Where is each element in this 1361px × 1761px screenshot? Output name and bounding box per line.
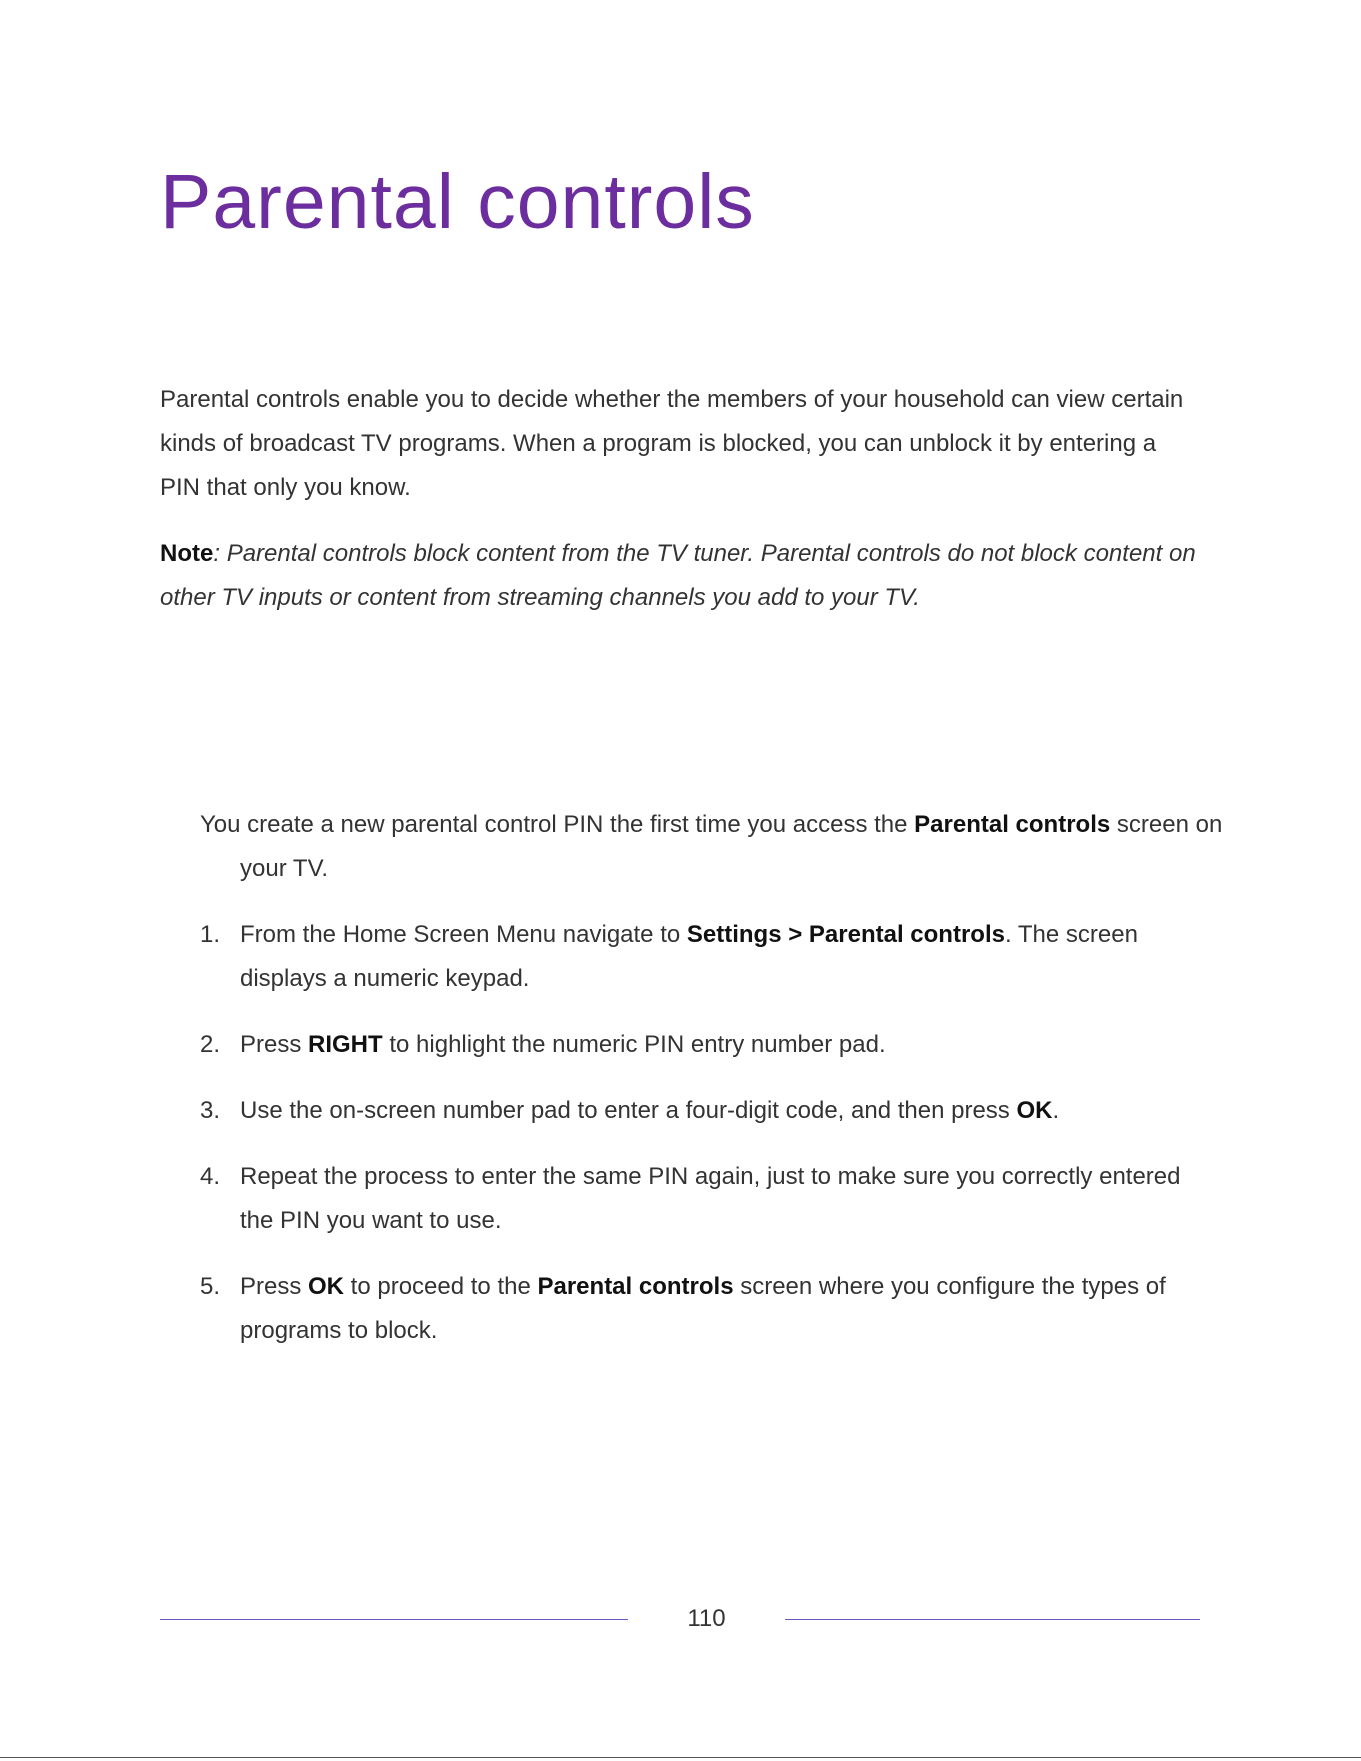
note-paragraph [160,532,1200,620]
footer-rule-right [785,1619,1200,1620]
step-text: . The screen displays a numeric keypad. [240,921,1138,992]
page-title: Parental controls [160,159,755,245]
step-bold: RIGHT [308,1031,383,1058]
step-text: screen where you configure the types of programs to block. [240,1273,1166,1344]
page-number: 110 [687,1605,726,1632]
step-number: 5. [200,1273,221,1300]
step-number: 2. [200,1031,221,1058]
pin-intro-paragraph [200,803,1240,891]
step-text: to highlight the numeric PIN entry number pad. [382,1031,886,1058]
note-label: Note [160,540,214,567]
footer-rule-left [160,1619,628,1620]
step-number: 3. [200,1097,221,1124]
step-text: Repeat the process to enter the same PIN again, just to make sure you correctly entered the PIN you want to use. [240,1163,1181,1234]
step-text: . [1052,1097,1060,1124]
step-bold: Parental controls [537,1273,734,1300]
step-item [200,1265,1200,1353]
step-item [200,1155,1200,1243]
note-text: Parental controls block content from the TV tuner. Parental controls do not block content on other TV inputs or content from streaming channels you add to your TV. [160,540,1196,611]
step-text: to proceed to the [344,1273,538,1300]
step-text: Press [240,1031,309,1058]
step-text: From the Home Screen Menu navigate to [240,921,687,948]
step-text: Press [240,1273,309,1300]
pin-intro-text-end: screen on your TV. [240,811,1223,882]
step-item [200,1023,1200,1067]
step-item [200,913,1200,1001]
step-text: Use the on-screen number pad to enter a four-digit code, and then press [240,1097,1017,1124]
intro-paragraph: Parental controls enable you to decide whether the members of your household can view certain kinds of broadcast TV programs. When a program is blocked, you can unblock it by entering a PIN that only you know. [160,386,1184,501]
step-number: 4. [200,1163,221,1190]
step-item [200,1089,1200,1133]
page-bottom-divider [0,1757,1361,1758]
note-separator: : [213,540,221,567]
steps-list [200,913,1200,1375]
step-bold: Settings > Parental controls [686,921,1005,948]
pin-intro-bold: Parental controls [914,811,1111,838]
step-bold: OK [1016,1097,1053,1124]
pin-intro-text: You create a new parental control PIN the first time you access the [200,811,915,838]
step-number: 1. [200,921,221,948]
step-bold: OK [308,1273,345,1300]
